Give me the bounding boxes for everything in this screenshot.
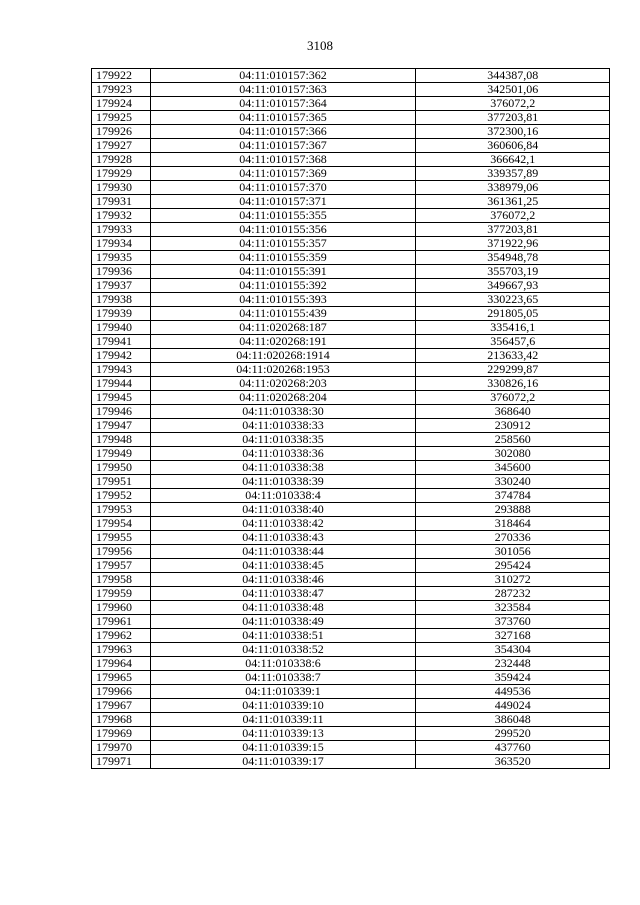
row-number-cell: 179929 <box>92 167 151 181</box>
row-number-cell: 179931 <box>92 195 151 209</box>
cadastral-number-cell: 04:11:010338:51 <box>150 629 416 643</box>
cadastral-value-cell: 373760 <box>416 615 610 629</box>
cadastral-value-cell: 376072,2 <box>416 209 610 223</box>
row-number-cell: 179958 <box>92 573 151 587</box>
page-number: 3108 <box>307 38 333 53</box>
table-row <box>92 83 610 97</box>
cadastral-value-cell: 338979,06 <box>416 181 610 195</box>
table-row <box>92 265 610 279</box>
row-number-cell: 179940 <box>92 321 151 335</box>
table-row <box>92 629 610 643</box>
cadastral-value-cell: 371922,96 <box>416 237 610 251</box>
row-number-cell: 179938 <box>92 293 151 307</box>
cadastral-value-cell: 287232 <box>416 587 610 601</box>
cadastral-value-cell: 330826,16 <box>416 377 610 391</box>
cadastral-number-cell: 04:11:010157:362 <box>150 69 416 83</box>
table-row <box>92 699 610 713</box>
row-number-cell: 179969 <box>92 727 151 741</box>
row-number-cell: 179962 <box>92 629 151 643</box>
cadastral-value-cell: 345600 <box>416 461 610 475</box>
cadastral-value-cell: 293888 <box>416 503 610 517</box>
row-number-cell: 179949 <box>92 447 151 461</box>
cadastral-number-cell: 04:11:010339:10 <box>150 699 416 713</box>
table-row <box>92 307 610 321</box>
row-number-cell: 179946 <box>92 405 151 419</box>
table-row <box>92 559 610 573</box>
row-number-cell: 179947 <box>92 419 151 433</box>
table-row <box>92 167 610 181</box>
table-row <box>92 251 610 265</box>
cadastral-value-cell: 339357,89 <box>416 167 610 181</box>
cadastral-number-cell: 04:11:020268:203 <box>150 377 416 391</box>
row-number-cell: 179925 <box>92 111 151 125</box>
cadastral-value-cell: 299520 <box>416 727 610 741</box>
cadastral-number-cell: 04:11:010339:17 <box>150 755 416 769</box>
cadastral-number-cell: 04:11:010338:35 <box>150 433 416 447</box>
cadastral-number-cell: 04:11:010338:45 <box>150 559 416 573</box>
table-row <box>92 671 610 685</box>
cadastral-number-cell: 04:11:010338:6 <box>150 657 416 671</box>
cadastral-value-cell: 363520 <box>416 755 610 769</box>
cadastral-number-cell: 04:11:010338:40 <box>150 503 416 517</box>
row-number-cell: 179939 <box>92 307 151 321</box>
cadastral-number-cell: 04:11:010338:4 <box>150 489 416 503</box>
cadastral-value-cell: 330240 <box>416 475 610 489</box>
table-row <box>92 755 610 769</box>
cadastral-value-cell: 356457,6 <box>416 335 610 349</box>
cadastral-number-cell: 04:11:010338:39 <box>150 475 416 489</box>
table-row <box>92 97 610 111</box>
row-number-cell: 179954 <box>92 517 151 531</box>
row-number-cell: 179963 <box>92 643 151 657</box>
table-row <box>92 111 610 125</box>
cadastral-number-cell: 04:11:010339:1 <box>150 685 416 699</box>
cadastral-number-cell: 04:11:010157:371 <box>150 195 416 209</box>
table-row <box>92 223 610 237</box>
table-row <box>92 125 610 139</box>
cadastral-value-cell: 302080 <box>416 447 610 461</box>
row-number-cell: 179935 <box>92 251 151 265</box>
table-row <box>92 545 610 559</box>
cadastral-number-cell: 04:11:010157:368 <box>150 153 416 167</box>
row-number-cell: 179957 <box>92 559 151 573</box>
table-row <box>92 405 610 419</box>
cadastral-value-cell: 270336 <box>416 531 610 545</box>
row-number-cell: 179924 <box>92 97 151 111</box>
table-row <box>92 601 610 615</box>
table-row <box>92 447 610 461</box>
cadastral-number-cell: 04:11:010338:36 <box>150 447 416 461</box>
cadastral-number-cell: 04:11:010338:7 <box>150 671 416 685</box>
cadastral-number-cell: 04:11:010338:47 <box>150 587 416 601</box>
cadastral-value-cell: 230912 <box>416 419 610 433</box>
row-number-cell: 179936 <box>92 265 151 279</box>
cadastral-value-cell: 366642,1 <box>416 153 610 167</box>
cadastral-value-cell: 377203,81 <box>416 223 610 237</box>
row-number-cell: 179927 <box>92 139 151 153</box>
cadastral-value-cell: 213633,42 <box>416 349 610 363</box>
row-number-cell: 179956 <box>92 545 151 559</box>
row-number-cell: 179928 <box>92 153 151 167</box>
cadastral-number-cell: 04:11:010155:356 <box>150 223 416 237</box>
cadastral-number-cell: 04:11:010339:11 <box>150 713 416 727</box>
cadastral-value-cell: 291805,05 <box>416 307 610 321</box>
cadastral-number-cell: 04:11:010338:43 <box>150 531 416 545</box>
cadastral-number-cell: 04:11:020268:204 <box>150 391 416 405</box>
table-row <box>92 349 610 363</box>
row-number-cell: 179953 <box>92 503 151 517</box>
cadastral-number-cell: 04:11:020268:191 <box>150 335 416 349</box>
row-number-cell: 179955 <box>92 531 151 545</box>
cadastral-value-cell: 301056 <box>416 545 610 559</box>
cadastral-value-cell: 323584 <box>416 601 610 615</box>
table-row <box>92 363 610 377</box>
row-number-cell: 179942 <box>92 349 151 363</box>
cadastral-value-cell: 354304 <box>416 643 610 657</box>
cadastral-value-cell: 386048 <box>416 713 610 727</box>
table-row <box>92 461 610 475</box>
cadastral-number-cell: 04:11:010339:15 <box>150 741 416 755</box>
row-number-cell: 179966 <box>92 685 151 699</box>
cadastral-number-cell: 04:11:010155:393 <box>150 293 416 307</box>
cadastral-value-cell: 344387,08 <box>416 69 610 83</box>
row-number-cell: 179965 <box>92 671 151 685</box>
cadastral-number-cell: 04:11:010338:46 <box>150 573 416 587</box>
cadastral-number-cell: 04:11:010157:366 <box>150 125 416 139</box>
table-row <box>92 615 610 629</box>
cadastral-number-cell: 04:11:010155:355 <box>150 209 416 223</box>
cadastral-number-cell: 04:11:010338:52 <box>150 643 416 657</box>
cadastral-value-cell: 355703,19 <box>416 265 610 279</box>
cadastral-value-cell: 327168 <box>416 629 610 643</box>
row-number-cell: 179961 <box>92 615 151 629</box>
table-row <box>92 153 610 167</box>
cadastral-number-cell: 04:11:010338:44 <box>150 545 416 559</box>
table-row <box>92 293 610 307</box>
row-number-cell: 179959 <box>92 587 151 601</box>
row-number-cell: 179952 <box>92 489 151 503</box>
cadastral-value-cell: 437760 <box>416 741 610 755</box>
table-row <box>92 377 610 391</box>
row-number-cell: 179930 <box>92 181 151 195</box>
cadastral-number-cell: 04:11:010157:364 <box>150 97 416 111</box>
table-row <box>92 503 610 517</box>
table-row <box>92 657 610 671</box>
cadastral-number-cell: 04:11:010338:33 <box>150 419 416 433</box>
row-number-cell: 179922 <box>92 69 151 83</box>
cadastral-value-cell: 318464 <box>416 517 610 531</box>
table-row <box>92 335 610 349</box>
table-row <box>92 391 610 405</box>
row-number-cell: 179941 <box>92 335 151 349</box>
cadastral-number-cell: 04:11:020268:1953 <box>150 363 416 377</box>
cadastral-value-cell: 349667,93 <box>416 279 610 293</box>
cadastral-value-cell: 361361,25 <box>416 195 610 209</box>
cadastral-number-cell: 04:11:010155:357 <box>150 237 416 251</box>
cadastral-value-cell: 335416,1 <box>416 321 610 335</box>
cadastral-value-cell: 368640 <box>416 405 610 419</box>
row-number-cell: 179934 <box>92 237 151 251</box>
cadastral-number-cell: 04:11:010157:370 <box>150 181 416 195</box>
table-row <box>92 475 610 489</box>
cadastral-value-cell: 310272 <box>416 573 610 587</box>
table-row <box>92 181 610 195</box>
cadastral-number-cell: 04:11:010338:42 <box>150 517 416 531</box>
cadastral-number-cell: 04:11:010157:363 <box>150 83 416 97</box>
table-row <box>92 685 610 699</box>
cadastral-number-cell: 04:11:010155:359 <box>150 251 416 265</box>
cadastral-number-cell: 04:11:010155:439 <box>150 307 416 321</box>
table-row <box>92 321 610 335</box>
cadastral-value-cell: 354948,78 <box>416 251 610 265</box>
row-number-cell: 179932 <box>92 209 151 223</box>
cadastral-value-cell: 330223,65 <box>416 293 610 307</box>
cadastral-value-cell: 359424 <box>416 671 610 685</box>
cadastral-number-cell: 04:11:010155:392 <box>150 279 416 293</box>
table-row <box>92 489 610 503</box>
row-number-cell: 179964 <box>92 657 151 671</box>
table-row <box>92 531 610 545</box>
cadastral-value-cell: 376072,2 <box>416 391 610 405</box>
cadastral-number-cell: 04:11:010338:48 <box>150 601 416 615</box>
cadastral-number-cell: 04:11:010338:30 <box>150 405 416 419</box>
cadastral-value-cell: 229299,87 <box>416 363 610 377</box>
row-number-cell: 179971 <box>92 755 151 769</box>
cadastral-number-cell: 04:11:010157:369 <box>150 167 416 181</box>
cadastral-value-cell: 449024 <box>416 699 610 713</box>
cadastral-value-cell: 376072,2 <box>416 97 610 111</box>
cadastral-value-cell: 372300,16 <box>416 125 610 139</box>
cadastral-number-cell: 04:11:020268:1914 <box>150 349 416 363</box>
row-number-cell: 179933 <box>92 223 151 237</box>
table-row <box>92 713 610 727</box>
cadastral-value-cell: 258560 <box>416 433 610 447</box>
table-row <box>92 419 610 433</box>
row-number-cell: 179923 <box>92 83 151 97</box>
cadastral-number-cell: 04:11:010338:49 <box>150 615 416 629</box>
cadastral-number-cell: 04:11:010157:367 <box>150 139 416 153</box>
cadastral-number-cell: 04:11:010338:38 <box>150 461 416 475</box>
row-number-cell: 179944 <box>92 377 151 391</box>
cadastral-number-cell: 04:11:020268:187 <box>150 321 416 335</box>
cadastral-value-cell: 342501,06 <box>416 83 610 97</box>
table-row <box>92 69 610 83</box>
row-number-cell: 179967 <box>92 699 151 713</box>
table-row <box>92 517 610 531</box>
row-number-cell: 179951 <box>92 475 151 489</box>
row-number-cell: 179960 <box>92 601 151 615</box>
cadastral-number-cell: 04:11:010339:13 <box>150 727 416 741</box>
row-number-cell: 179945 <box>92 391 151 405</box>
table-row <box>92 237 610 251</box>
table-row <box>92 741 610 755</box>
cadastral-value-cell: 449536 <box>416 685 610 699</box>
row-number-cell: 179968 <box>92 713 151 727</box>
table-row <box>92 139 610 153</box>
row-number-cell: 179948 <box>92 433 151 447</box>
row-number-cell: 179950 <box>92 461 151 475</box>
cadastral-value-cell: 232448 <box>416 657 610 671</box>
cadastral-value-table <box>91 68 610 769</box>
table-body <box>92 69 610 769</box>
cadastral-number-cell: 04:11:010157:365 <box>150 111 416 125</box>
cadastral-number-cell: 04:11:010155:391 <box>150 265 416 279</box>
cadastral-value-cell: 374784 <box>416 489 610 503</box>
table-row <box>92 727 610 741</box>
row-number-cell: 179970 <box>92 741 151 755</box>
cadastral-value-cell: 360606,84 <box>416 139 610 153</box>
row-number-cell: 179926 <box>92 125 151 139</box>
table-row <box>92 587 610 601</box>
table-row <box>92 195 610 209</box>
row-number-cell: 179937 <box>92 279 151 293</box>
table-row <box>92 643 610 657</box>
table-row <box>92 279 610 293</box>
table-row <box>92 573 610 587</box>
cadastral-value-cell: 377203,81 <box>416 111 610 125</box>
table-row <box>92 209 610 223</box>
cadastral-value-cell: 295424 <box>416 559 610 573</box>
row-number-cell: 179943 <box>92 363 151 377</box>
table-row <box>92 433 610 447</box>
